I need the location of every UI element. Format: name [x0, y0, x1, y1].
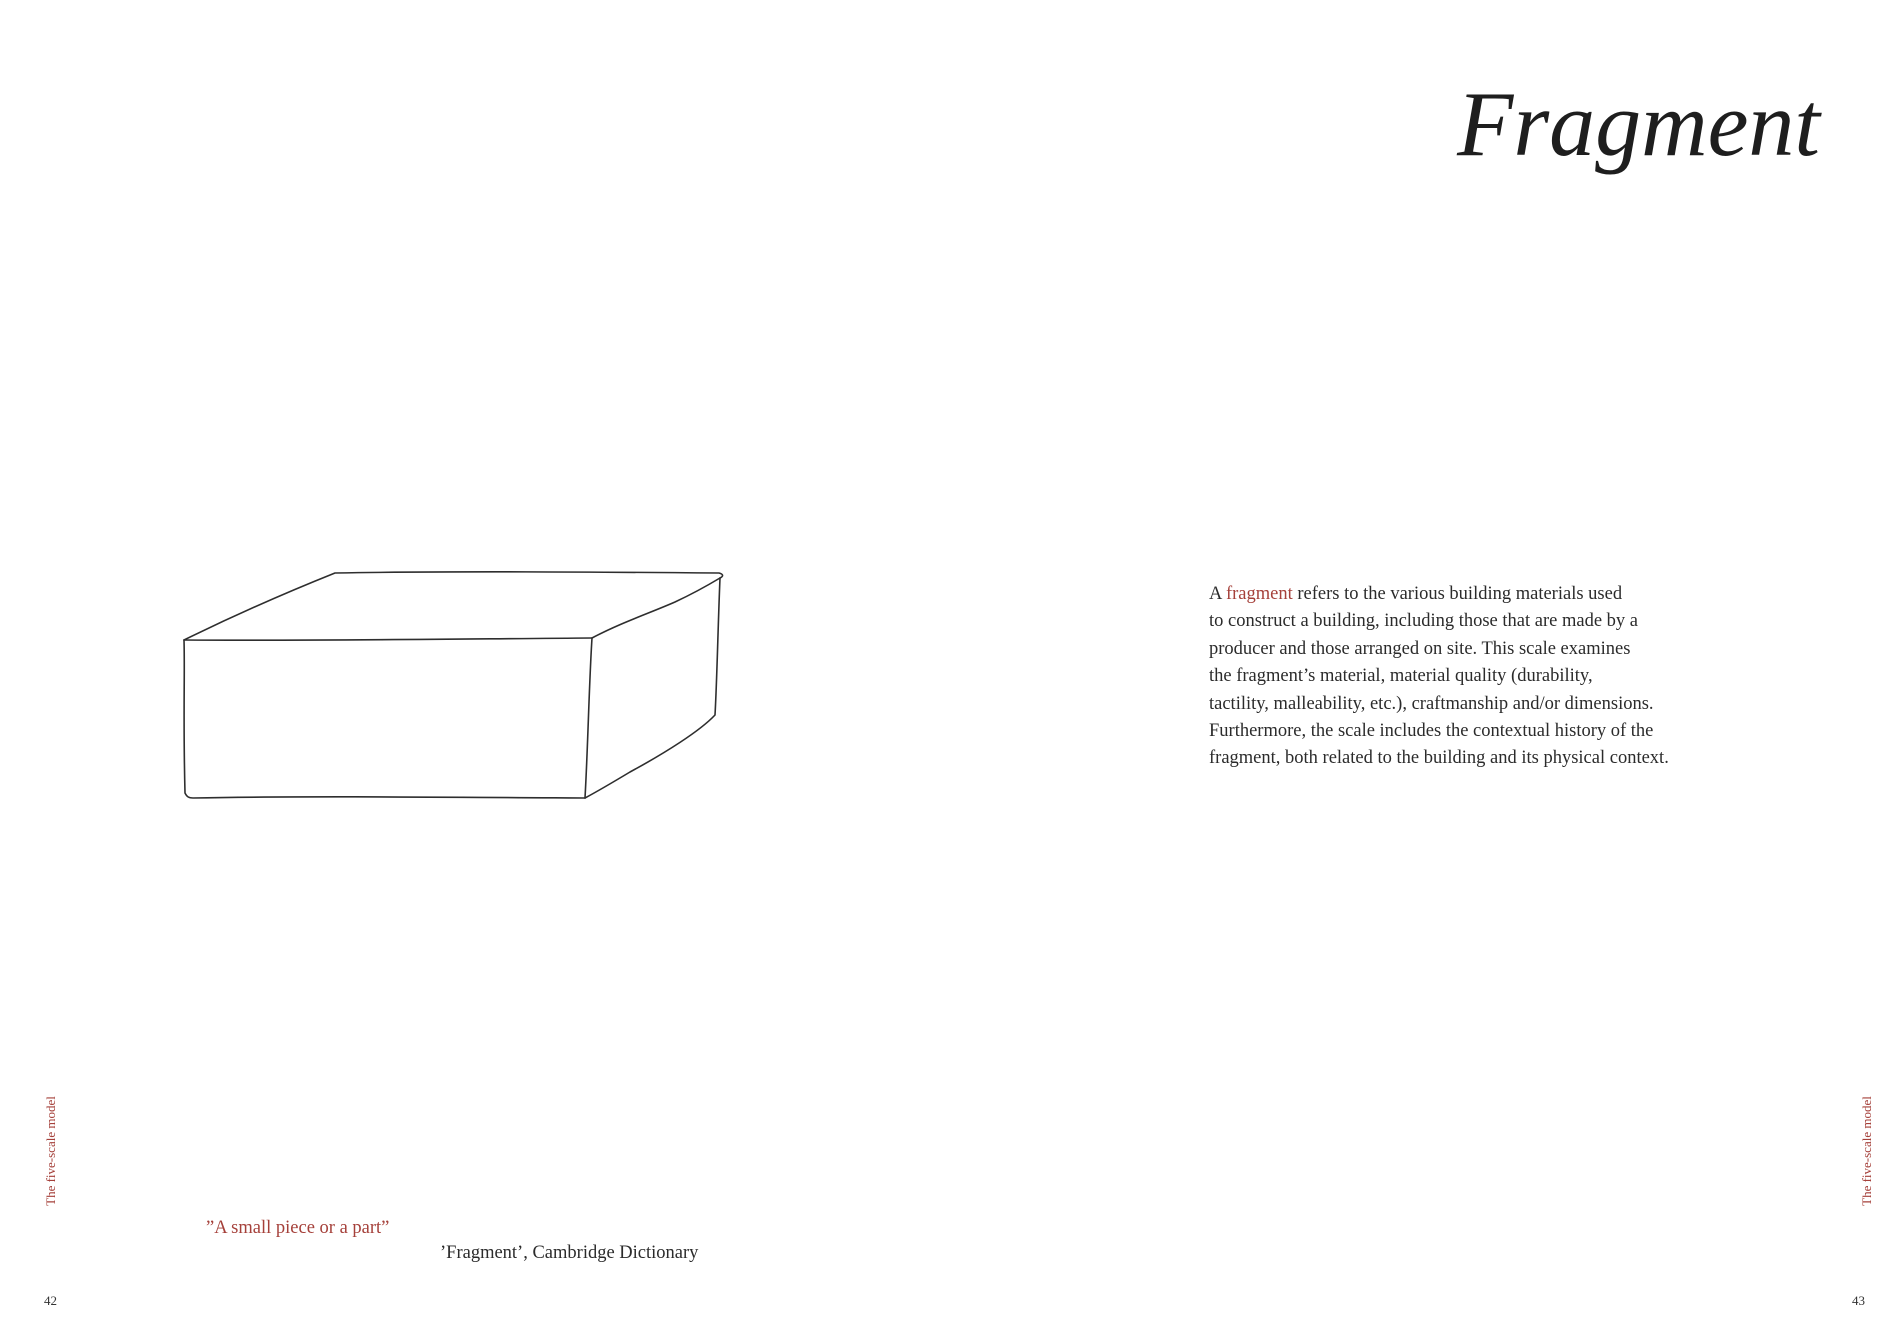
body-line-7: fragment, both related to the building and its physical context.: [1209, 748, 1669, 769]
page-title: Fragment: [1457, 73, 1820, 175]
body-line-6: Furthermore, the scale includes the contextual history of the: [1209, 721, 1654, 742]
box-sketch-illustration: [175, 555, 735, 805]
body-line-4: the fragment’s material, material quality (durability,: [1209, 666, 1593, 687]
right-running-head: The five-scale model: [1859, 1096, 1874, 1206]
body-line-2: to construct a building, including those that are made by a: [1209, 611, 1638, 632]
body-line-1: A fragment refers to the various building materials used: [1209, 584, 1623, 604]
highlighted-term: fragment: [1225, 584, 1293, 604]
definition-citation: ’Fragment’, Cambridge Dictionary: [440, 1243, 699, 1263]
left-page-number: 42: [44, 1293, 57, 1308]
definition-quote: ”A small piece or a part”: [206, 1218, 390, 1238]
fragment-description: [1209, 581, 1809, 773]
right-page-number: 43: [1852, 1293, 1865, 1308]
body-line-3: producer and those arranged on site. This scale examines: [1209, 638, 1631, 659]
left-running-head: The five-scale model: [43, 1096, 58, 1206]
body-line-5: tactility, malleability, etc.), craftmanship and/or dimensions.: [1209, 693, 1654, 714]
